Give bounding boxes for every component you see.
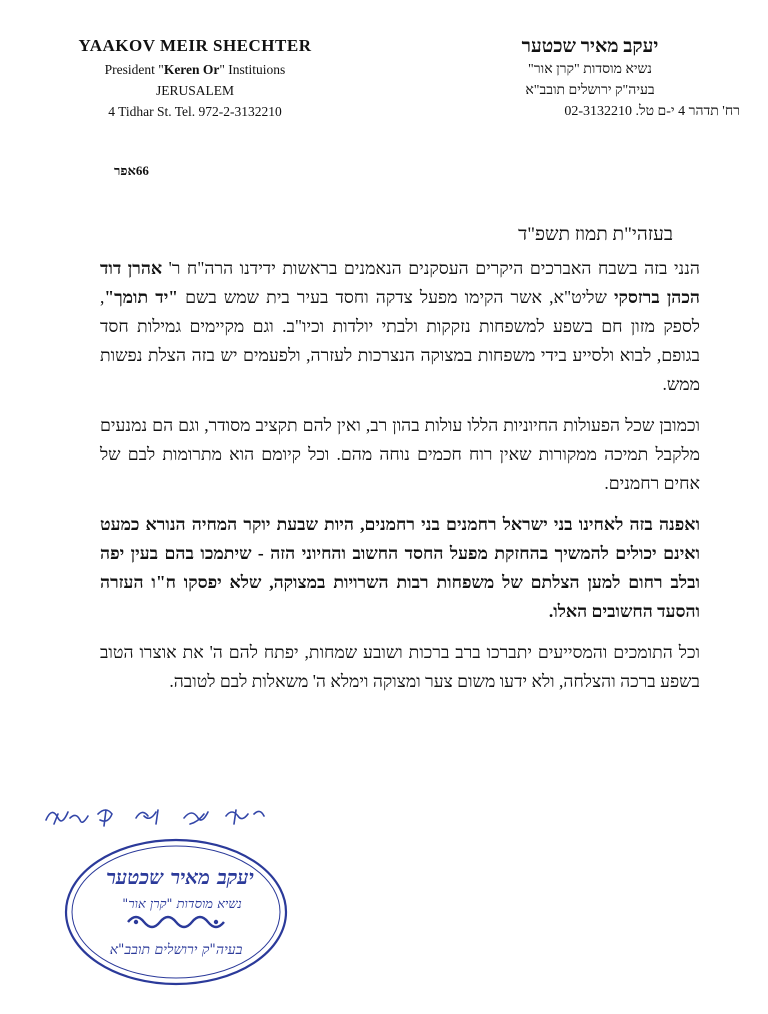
p1-text-a: הנני בזה בשבח האברכים היקרים העסקנים הנאמנים בראשות ידידנו הרה"ח ר' — [162, 258, 700, 278]
paragraph-3: ואפנה בזה לאחינו בני ישראל רחמנים בני רחמנים, היות שבעת יוקר המחיה הנורא כמעט ואינם יכולים להמשיך בהחזקת מפעל החסד החשוב והחיוני הזה - שיתמכו בהם בעין יפה ובלב רחום למען הצלתם של משפחות רבות השרויות במצוקה, שלא יפסקו ח"ו העזרה והסעד החשובים האלו. — [100, 514, 700, 621]
p1-honoree-name: אהרן דוד הכהן ברזסקי — [100, 258, 700, 307]
sender-name-he: יעקב מאיר שכטער — [521, 36, 659, 57]
title-org: Keren Or — [163, 62, 220, 77]
sender-city-en: JERUSALEM — [155, 83, 234, 98]
sender-city-he: בעיה"ק ירושלים תובב"א — [525, 83, 655, 98]
handwritten-signature — [40, 796, 290, 836]
p1-text-c: , לספק מזון חם בשפע למשפחות נזקקות ולבתי יולדות וכיו"ב. וגם מקיימים גמילות חסד בגופם, לבוא ולסייע בידי משפחות במצוקה הנצרכות לעזרה, ולפעמים יש בזה הצלת נפשות ממש. — [100, 287, 700, 394]
paragraph-2: וכמובן שכל הפעולות החיוניות הללו עולות בהון רב, ואין להם תקציב מסודר, וגם הם נמנעים מלקבל תמיכה ממקורות שאין רוח חכמים נוחה מהם. וכל קיומם הוא מתרומות לבם של אחים רחמנים. — [100, 415, 700, 493]
paragraph-1 — [100, 254, 700, 399]
sender-address-he: רח' תדהר 4 י-ם טל. 02-3132210 — [564, 104, 740, 119]
seal-name: יעקב מאיר שכטער — [106, 865, 254, 889]
letterhead-english — [60, 36, 330, 125]
sender-address-en: 4 Tidhar St. Tel. 972-2-3132210 — [108, 104, 282, 119]
seal-city: בעיה"ק ירושלים תובב"א — [109, 942, 243, 958]
letterhead-hebrew — [440, 36, 740, 125]
title-prefix: President " — [104, 62, 164, 77]
sender-title-he: נשיא מוסדות "קרן אור" — [528, 62, 652, 77]
sender-name-en: YAAKOV MEIR SHECHTER — [78, 36, 312, 55]
letter-date: בעזהי"ת תמוז תשפ"ד — [518, 224, 673, 245]
paragraph-4: וכל התומכים והמסייעים יתברכו ברב ברכות ושובע שמחות, יפתח להם ה' את אוצרו הטוב בשפע ברכה והצלחה, ולא ידעו משום צער ומצוקה וימלא ה' משאלות לבם לטובה. — [100, 642, 700, 691]
seal-title: נשיא מוסדות "קרן אור" — [122, 897, 242, 912]
p1-org-name: "יד תומך" — [104, 287, 179, 307]
letter-body — [100, 254, 700, 708]
official-seal-stamp — [62, 836, 290, 988]
sender-title-en — [60, 62, 330, 78]
reference-number: 66אפר — [114, 163, 149, 178]
title-suffix: " Instituions — [219, 62, 286, 77]
p1-text-b: שליט"א, אשר הקימו מפעל צדקה וחסד בעיר בית שמש בשם — [178, 287, 614, 307]
